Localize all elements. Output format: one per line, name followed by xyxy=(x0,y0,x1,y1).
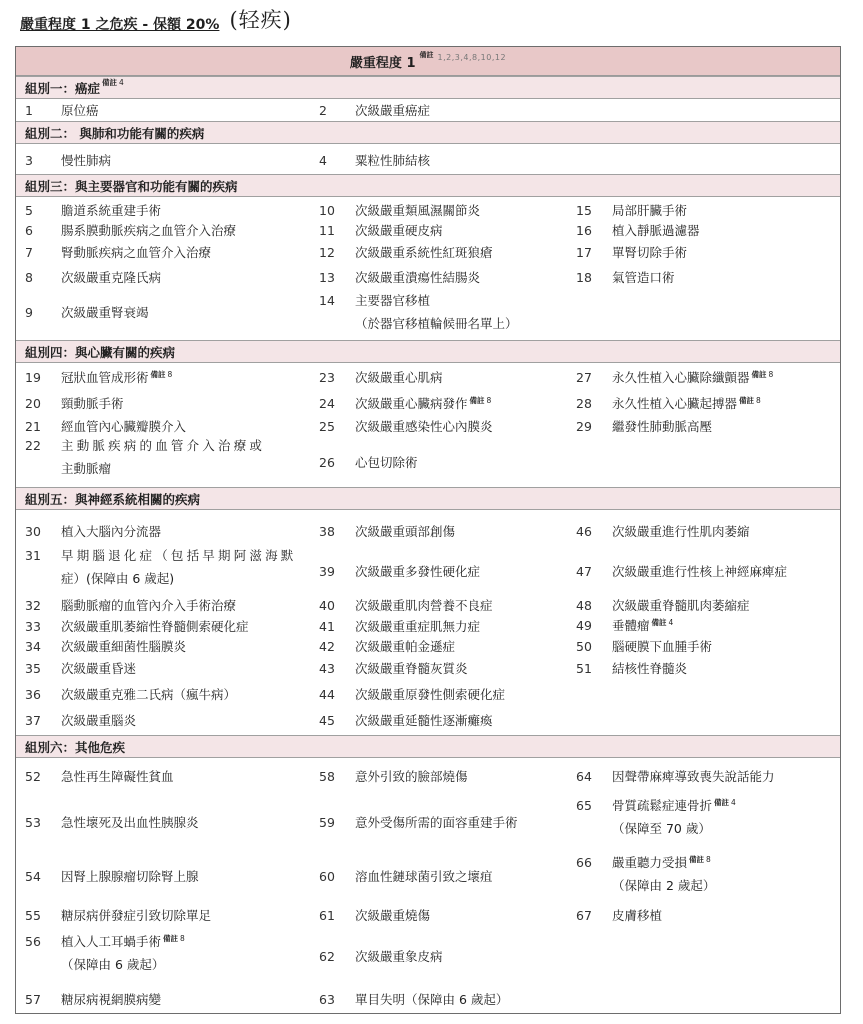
item-number: 61 xyxy=(319,908,335,923)
item-number: 62 xyxy=(319,949,335,964)
item-number: 58 xyxy=(319,769,335,784)
item-number: 31 xyxy=(25,548,41,563)
item-label: 腸系膜動脈疾病之血管介入治療 xyxy=(61,223,237,238)
item-number: 42 xyxy=(319,639,335,654)
table-header-note: 備註 xyxy=(419,51,434,59)
item-number: 9 xyxy=(25,305,33,320)
item-note: 備註 8 xyxy=(739,396,761,405)
item-note: 備註 8 xyxy=(150,370,173,379)
item-label: 意外受傷所需的面容重建手術 xyxy=(355,815,518,830)
item-number: 33 xyxy=(25,619,41,634)
item-number: 8 xyxy=(25,270,33,285)
item-number: 12 xyxy=(319,245,335,260)
item-number: 15 xyxy=(576,203,592,218)
item-note-ref: 8 xyxy=(486,396,492,405)
item-label: 心包切除術 xyxy=(355,455,418,470)
item-label: 次級嚴重肌萎縮性脊髓側索硬化症 xyxy=(61,619,249,634)
item-label: 次級嚴重心肌病 xyxy=(355,370,443,385)
item-number: 30 xyxy=(25,524,41,539)
critical-illness-table xyxy=(15,46,841,1014)
item-label: 氣管造口術 xyxy=(612,270,675,285)
item-number: 17 xyxy=(576,245,592,260)
item-number: 52 xyxy=(25,769,41,784)
group-header xyxy=(16,340,840,363)
item-label: 經血管內心臟瓣膜介入 xyxy=(61,419,187,434)
item-label: 單腎切除手術 xyxy=(612,245,688,260)
item-label: 主動脈疾病的血管介入治療或 xyxy=(61,438,266,453)
item-number: 64 xyxy=(576,769,592,784)
item-label: 次級嚴重重症肌無力症 xyxy=(355,619,481,634)
item-label: 次級嚴重克隆氏病 xyxy=(61,270,162,285)
item-label: 植入靜脈過濾器 xyxy=(612,223,700,238)
group-header xyxy=(16,735,840,758)
item-number: 7 xyxy=(25,245,33,260)
item-label: 急性再生障礙性貧血 xyxy=(61,769,174,784)
item-number: 26 xyxy=(319,455,335,470)
table-header-refs: 1,2,3,4,8,10,12 xyxy=(437,52,507,62)
item-label: 主要器官移植 xyxy=(355,293,431,308)
item-number: 6 xyxy=(25,223,33,238)
item-label: 早期腦退化症（包括早期阿滋海默 xyxy=(61,548,297,563)
item-number: 21 xyxy=(25,419,41,434)
item-number: 51 xyxy=(576,661,592,676)
item-number: 39 xyxy=(319,564,335,579)
item-label: 次級嚴重感染性心內膜炎 xyxy=(355,419,493,434)
handwritten-annotation: (轻疾) xyxy=(229,8,292,32)
item-number: 3 xyxy=(25,153,33,168)
item-label: 次級嚴重燒傷 xyxy=(355,908,431,923)
item-label: 次級嚴重肌肉營養不良症 xyxy=(355,598,493,613)
item-number: 44 xyxy=(319,687,335,702)
item-label: 次級嚴重頭部創傷 xyxy=(355,524,456,539)
item-label: 慢性肺病 xyxy=(61,153,112,168)
item-label: 糖尿病併發症引致切除單足 xyxy=(61,908,212,923)
item-label: 次級嚴重癌症 xyxy=(355,103,431,118)
item-number: 27 xyxy=(576,370,592,385)
item-label: 因聲帶麻痺導致喪失說話能力 xyxy=(612,769,775,784)
group-header xyxy=(16,121,840,144)
item-number: 28 xyxy=(576,396,592,411)
item-number: 45 xyxy=(319,713,335,728)
item-label-continued: （保障至 70 歲） xyxy=(612,821,711,836)
item-label: 植入大腦內分流器 xyxy=(61,524,162,539)
item-label: 意外引致的臉部燒傷 xyxy=(355,769,468,784)
item-label: 因腎上腺腺瘤切除腎上腺 xyxy=(61,869,199,884)
item-number: 16 xyxy=(576,223,592,238)
item-number: 4 xyxy=(319,153,327,168)
item-number: 13 xyxy=(319,270,335,285)
item-number: 65 xyxy=(576,798,592,813)
item-note: 備註 8 xyxy=(163,934,185,943)
item-number: 23 xyxy=(319,370,335,385)
item-note: 備註 4 xyxy=(714,798,736,807)
group-label: 組別五：與神經系統相關的疾病 xyxy=(25,491,201,507)
item-note: 備註 8 xyxy=(689,855,711,864)
group-header xyxy=(16,76,840,99)
item-label: 嚴重聽力受損 $^{備註 8}$ xyxy=(612,855,711,870)
item-label: 骨質疏鬆症連骨折 $^{備註 4}$ xyxy=(612,798,736,813)
item-note: 備註 8 xyxy=(751,370,774,379)
item-label: 次級嚴重類風濕關節炎 xyxy=(355,203,481,218)
item-label: 局部肝臟手術 xyxy=(612,203,688,218)
item-number: 32 xyxy=(25,598,41,613)
item-number: 57 xyxy=(25,992,41,1007)
item-label: 次級嚴重硬皮病 xyxy=(355,223,443,238)
item-label: 次級嚴重心臟病發作 $^{備註 8}$ xyxy=(355,396,492,411)
item-label: 腦動脈瘤的血管內介入手術治療 xyxy=(61,598,237,613)
item-label: 次級嚴重脊髓肌肉萎縮症 xyxy=(612,598,750,613)
item-number: 20 xyxy=(25,396,41,411)
item-number: 10 xyxy=(319,203,335,218)
item-label: 單目失明（保障由 6 歲起） xyxy=(355,992,509,1007)
table-header xyxy=(16,47,840,76)
item-label: 次級嚴重多發性硬化症 xyxy=(355,564,481,579)
item-number: 43 xyxy=(319,661,335,676)
item-label: 次級嚴重系統性紅斑狼瘡 xyxy=(355,245,493,260)
group-label: 組別一：癌症 xyxy=(25,80,101,96)
item-label: 原位癌 xyxy=(61,103,99,118)
item-note-ref: 8 xyxy=(756,396,761,405)
item-label: 永久性植入心臟除纖顫器 $^{備註 8}$ xyxy=(612,370,774,385)
item-number: 40 xyxy=(319,598,335,613)
item-number: 55 xyxy=(25,908,41,923)
item-label: 永久性植入心臟起搏器 $^{備註 8}$ xyxy=(612,396,761,411)
item-label: 次級嚴重腦炎 xyxy=(61,713,137,728)
item-label: 溶血性鏈球菌引致之壞疽 xyxy=(355,869,493,884)
title-text: 嚴重程度 1 之危疾 - 保額 20% xyxy=(20,17,220,33)
item-number: 66 xyxy=(576,855,592,870)
item-number: 63 xyxy=(319,992,335,1007)
item-label: 次級嚴重進行性核上神經麻痺症 xyxy=(612,564,788,579)
item-label: 皮膚移植 xyxy=(612,908,663,923)
item-label-continued: （於器官移植輪候冊名單上） xyxy=(355,316,518,331)
item-label: 冠狀血管成形術 $^{備註 8}$ xyxy=(61,370,173,385)
item-label-continued: （保障由 2 歲起） xyxy=(612,878,716,893)
item-label: 次級嚴重腎衰竭 xyxy=(61,305,149,320)
item-number: 11 xyxy=(319,223,335,238)
item-number: 38 xyxy=(319,524,335,539)
item-label: 頸動脈手術 xyxy=(61,396,124,411)
item-note-ref: 8 xyxy=(706,855,711,864)
item-number: 34 xyxy=(25,639,41,654)
item-note: 備註 8 xyxy=(469,396,492,405)
item-number: 1 xyxy=(25,103,33,118)
item-label: 繼發性肺動脈高壓 xyxy=(612,419,713,434)
item-label: 粟粒性肺結核 xyxy=(355,153,431,168)
item-label: 次級嚴重細菌性腦膜炎 xyxy=(61,639,187,654)
item-label: 次級嚴重延髓性逐漸癱瘓 xyxy=(355,713,493,728)
item-number: 56 xyxy=(25,934,41,949)
item-label: 垂體瘤 $^{備註 4}$ xyxy=(612,618,674,633)
group-label: 組別六：其他危疾 xyxy=(25,739,126,755)
item-number: 5 xyxy=(25,203,33,218)
item-number: 2 xyxy=(319,103,327,118)
page-title xyxy=(20,6,292,34)
item-number: 41 xyxy=(319,619,335,634)
item-note-ref: 8 xyxy=(167,370,173,379)
item-label: 糖尿病視網膜病變 xyxy=(61,992,162,1007)
item-label: 次級嚴重進行性肌肉萎縮 xyxy=(612,524,750,539)
item-label: 次級嚴重原發性側索硬化症 xyxy=(355,687,506,702)
item-label: 植入人工耳蝸手術 $^{備註 8}$ xyxy=(61,934,185,949)
item-number: 22 xyxy=(25,438,41,453)
item-label: 腎動脈疾病之血管介入治療 xyxy=(61,245,212,260)
item-label: 次級嚴重象皮病 xyxy=(355,949,443,964)
item-number: 19 xyxy=(25,370,41,385)
item-note-ref: 8 xyxy=(768,370,774,379)
group-note: 備註 4 xyxy=(102,78,124,87)
item-note-ref: 4 xyxy=(668,618,674,627)
item-number: 35 xyxy=(25,661,41,676)
group-label: 組別三：與主要器官和功能有關的疾病 xyxy=(25,178,238,194)
item-number: 18 xyxy=(576,270,592,285)
item-label: 膽道系統重建手術 xyxy=(61,203,162,218)
item-number: 29 xyxy=(576,419,592,434)
table-header-label: 嚴重程度 1 xyxy=(349,55,416,71)
item-number: 25 xyxy=(319,419,335,434)
item-number: 37 xyxy=(25,713,41,728)
item-label: 次級嚴重克雅二氏病（瘋牛病） xyxy=(61,687,237,702)
group-header xyxy=(16,487,840,510)
item-label-continued: 症）(保障由 6 歲起) xyxy=(61,571,175,586)
item-number: 14 xyxy=(319,293,335,308)
item-label: 結核性脊髓炎 xyxy=(612,661,688,676)
item-label: 腦硬膜下血腫手術 xyxy=(612,639,713,654)
item-number: 50 xyxy=(576,639,592,654)
item-number: 49 xyxy=(576,618,592,633)
item-note: 備註 4 xyxy=(651,618,674,627)
group-label: 組別四：與心臟有關的疾病 xyxy=(25,344,176,360)
item-number: 54 xyxy=(25,869,41,884)
item-label: 次級嚴重潰瘍性結腸炎 xyxy=(355,270,481,285)
item-label-continued: （保障由 6 歲起） xyxy=(61,957,165,972)
item-number: 47 xyxy=(576,564,592,579)
item-label: 次級嚴重帕金遜症 xyxy=(355,639,456,654)
item-label-continued: 主動脈瘤 xyxy=(61,461,112,476)
item-number: 60 xyxy=(319,869,335,884)
item-number: 36 xyxy=(25,687,41,702)
item-label: 次級嚴重昏迷 xyxy=(61,661,137,676)
item-number: 53 xyxy=(25,815,41,830)
group-note-ref: 4 xyxy=(119,78,124,87)
item-number: 48 xyxy=(576,598,592,613)
item-label: 次級嚴重脊髓灰質炎 xyxy=(355,661,468,676)
item-number: 59 xyxy=(319,815,335,830)
item-note-ref: 4 xyxy=(731,798,736,807)
item-number: 24 xyxy=(319,396,335,411)
item-number: 46 xyxy=(576,524,592,539)
item-label: 急性壞死及出血性胰腺炎 xyxy=(61,815,199,830)
item-note-ref: 8 xyxy=(180,934,185,943)
item-number: 67 xyxy=(576,908,592,923)
group-label: 組別二： 與肺和功能有關的疾病 xyxy=(25,125,205,141)
group-header xyxy=(16,174,840,197)
